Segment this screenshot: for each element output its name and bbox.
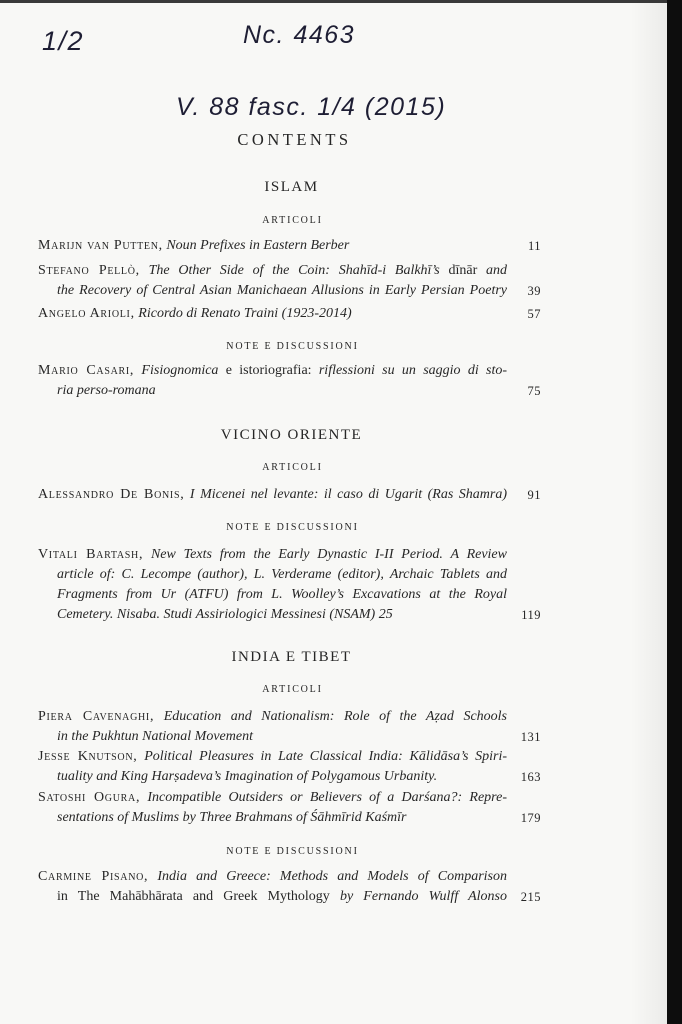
- handwritten-fraction: 1/2: [42, 26, 85, 56]
- toc-group-note-e-discussioni: [38, 337, 541, 401]
- entry-title: article of: C. Lecompe (author), L. Verderame (editor), Archaic Tablets and: [57, 567, 507, 582]
- toc-entry: [38, 485, 541, 505]
- entry-line: [38, 707, 507, 727]
- entry-title: the Recovery of Central Asian Manichaean Allusions in Early Persian Poetry: [57, 283, 507, 298]
- entry-line: [38, 867, 507, 887]
- entry-author: Marijn van Putten,: [38, 238, 163, 253]
- group-label: NOTE E DISCUSSIONI: [226, 846, 359, 857]
- entry-line: [38, 727, 507, 747]
- group-label: ARTICOLI: [262, 684, 323, 695]
- entry-title: sentations of Muslims by Three Brahmans of Śāhmīrid Kaśmīr: [57, 810, 407, 825]
- handwritten-volume: V. 88 fasc. 1/4 (2015): [176, 93, 447, 121]
- entry-title: dīnār: [448, 263, 478, 278]
- entry-title: India and Greece: Methods and Models of Comparison: [148, 869, 507, 884]
- toc-entry: [38, 236, 541, 256]
- entry-line: [38, 605, 507, 625]
- entry-text: [38, 867, 507, 907]
- entry-line: [38, 585, 507, 605]
- entry-text: [38, 361, 507, 401]
- entry-text: [38, 485, 507, 505]
- entry-page-number: 179: [520, 811, 541, 825]
- entry-title: Incompatible Outsiders or Believers of a Darśana?: Repre-: [140, 790, 507, 805]
- toc-section-vicino-oriente: [38, 425, 541, 625]
- entry-title: Cemetery. Nisaba. Studi Assiriologici Messinesi (NSAM) 25: [57, 607, 393, 622]
- entry-page-number: 91: [527, 488, 541, 502]
- entry-page-number: 75: [527, 384, 541, 398]
- section-heading: INDIA E TIBET: [231, 649, 352, 665]
- entry-line: [38, 381, 507, 401]
- entry-line: [38, 281, 507, 301]
- entry-page-number: 39: [527, 284, 541, 298]
- group-label: NOTE E DISCUSSIONI: [226, 341, 359, 352]
- table-of-contents: [38, 130, 541, 907]
- scan-top-edge: [0, 0, 682, 3]
- entry-text: [38, 788, 507, 828]
- entry-page-number: 215: [520, 890, 541, 904]
- entry-title: Ricordo di Renato Traini (1923-2014): [134, 306, 352, 321]
- entry-page-number: 57: [527, 307, 541, 321]
- group-label: ARTICOLI: [262, 462, 323, 473]
- entry-title: New Texts from the Early Dynastic I-II Period. A Review: [143, 547, 507, 562]
- entry-author: Angelo Arioli,: [38, 306, 135, 321]
- entry-page-number: 131: [520, 730, 541, 744]
- entry-author: Satoshi Ogura,: [38, 790, 141, 805]
- toc-entry: [38, 304, 541, 324]
- entry-title: by Fernando Wulff Alonso: [329, 889, 507, 904]
- toc-group-articoli: [38, 680, 541, 828]
- entry-line: [38, 361, 507, 381]
- entry-text: [38, 236, 507, 256]
- entry-title: and: [477, 263, 508, 278]
- page-title: CONTENTS: [237, 130, 352, 149]
- toc-entry: [38, 707, 541, 747]
- entry-line: [38, 236, 507, 256]
- entry-author: Carmine Pisano,: [38, 869, 149, 884]
- entry-author: Mario Casari,: [38, 363, 135, 378]
- entry-title: Noun Prefixes in Eastern Berber: [162, 238, 350, 253]
- handwritten-shelfmark: Nc. 4463: [243, 21, 356, 49]
- toc-entry: [38, 261, 541, 301]
- toc-group-note-e-discussioni: [38, 842, 541, 907]
- toc-entry: [38, 545, 541, 625]
- toc-group-articoli: [38, 211, 541, 324]
- entry-line: [38, 887, 507, 907]
- entry-page-number: 119: [521, 608, 541, 622]
- toc-entry: [38, 747, 541, 787]
- entry-title: The Other Side of the Coin: Shahīd-i Balkhī’s: [139, 263, 449, 278]
- entry-page-number: 163: [520, 770, 541, 784]
- toc-group-articoli: [38, 458, 541, 505]
- entry-line: [38, 485, 507, 505]
- toc-group-note-e-discussioni: [38, 518, 541, 625]
- toc-entry: [38, 788, 541, 828]
- scan-shadow: [630, 0, 667, 1024]
- group-label: ARTICOLI: [262, 215, 323, 226]
- entry-title: tuality and King Harṣadeva’s Imagination of Polygamous Urbanity.: [57, 769, 438, 784]
- entry-title: riflessioni su un saggio di sto-: [311, 363, 508, 378]
- entry-title: in The Mahābhārata and Greek Mythology: [57, 889, 330, 904]
- toc-section-india-e-tibet: [38, 647, 541, 907]
- scan-right-edge: [667, 0, 682, 1024]
- entry-text: [38, 261, 507, 301]
- entry-title: Fisiognomica: [134, 363, 219, 378]
- entry-text: [38, 707, 507, 747]
- entry-page-number: 11: [527, 239, 541, 253]
- entry-line: [38, 261, 507, 281]
- entry-title: Fragments from Ur (ATFU) from L. Woolley’s Excavations at the Royal: [57, 587, 507, 602]
- entry-author: Jesse Knutson,: [38, 749, 138, 764]
- entry-line: [38, 808, 507, 828]
- entry-line: [38, 545, 507, 565]
- entry-line: [38, 565, 507, 585]
- toc-entry: [38, 867, 541, 907]
- entry-line: [38, 767, 507, 787]
- entry-title: ria perso-romana: [57, 383, 156, 398]
- entry-author: Alessandro De Bonis,: [38, 487, 185, 502]
- toc-entry: [38, 361, 541, 401]
- group-label: NOTE E DISCUSSIONI: [226, 522, 359, 533]
- entry-line: [38, 747, 507, 767]
- entry-line: [38, 788, 507, 808]
- section-heading: ISLAM: [264, 179, 319, 195]
- entry-author: Stefano Pellò,: [38, 263, 140, 278]
- entry-title: e istoriografia:: [218, 363, 312, 378]
- entry-title: Education and Nationalism: Role of the Aẓad Schools: [154, 709, 508, 724]
- entry-text: [38, 545, 507, 625]
- entry-title: in the Pukhtun National Movement: [57, 729, 253, 744]
- entry-line: [38, 304, 507, 324]
- entry-title: Political Pleasures in Late Classical India: Kālidāsa’s Spiri-: [137, 749, 507, 764]
- entry-author: Vitali Bartash,: [38, 547, 144, 562]
- entry-title: I Micenei nel levante: il caso di Ugarit (Ras Shamra): [184, 487, 507, 502]
- section-heading: VICINO ORIENTE: [220, 427, 363, 443]
- toc-section-islam: [38, 177, 541, 401]
- entry-author: Piera Cavenaghi,: [38, 709, 155, 724]
- entry-text: [38, 747, 507, 787]
- entry-text: [38, 304, 507, 324]
